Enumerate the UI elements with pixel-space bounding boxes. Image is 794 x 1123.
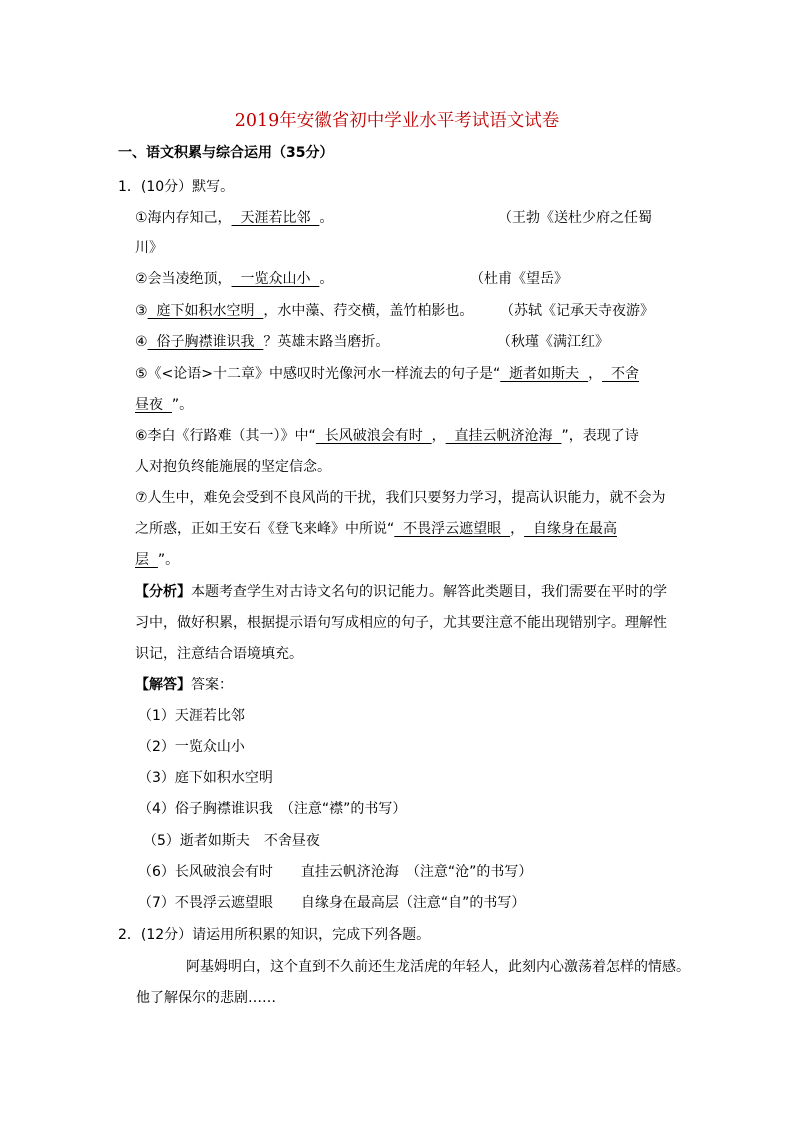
q1-item-4-prefix: ④ [135, 334, 148, 350]
analysis-line-1 [135, 582, 667, 602]
q1-item-6-suffix: ”，表现了诗 [561, 428, 639, 444]
question-1-stem: 1．(10分）默写。 [118, 179, 235, 195]
q1-item-3-suffix: ，水中藻、荇交横，盖竹柏影也。 [263, 303, 474, 319]
q1-item-5-answer-2: 不舍 [602, 366, 639, 382]
analysis-line-2: 习中，做好积累，根据提示语句写成相应的句子，尤其要注意不能出现错别字。理解性 [135, 615, 667, 631]
q1-item-7-answer-1: 不畏浮云遮望眼 [394, 521, 511, 537]
q1-item-5-prefix: ⑤《<论语>十二章》中感叹时光像河水一样流去的句子是“ [135, 366, 501, 382]
q1-item-2-answer: 一览众山小 [231, 271, 320, 287]
q1-item-7-answer-2-cont: 层 [135, 552, 158, 568]
q1-item-4-suffix: ？英雄末路当磨折。 [263, 334, 390, 350]
q1-item-5-answer-2-cont: 昼夜 [135, 397, 172, 413]
q1-item-2 [135, 269, 333, 289]
q1-item-5-answer-1: 逝者如斯夫 [500, 366, 589, 382]
answer-text: 答案： [191, 677, 233, 693]
q1-item-6-cont: 人对抱负终能施展的坚定信念。 [135, 459, 331, 475]
analysis-text-1: 本题考查学生对古诗文名句的识记能力。解答此类题目，我们需要在平时的学 [191, 584, 667, 600]
q1-item-5-suffix: ”。 [171, 397, 194, 413]
q1-item-7-prefix: 之所惑，正如王安石《登飞来峰》中所说“ [135, 521, 395, 537]
answer-item: （4）俗子胸襟谁识我 （注意“襟”的书写） [138, 801, 407, 817]
q1-item-3-answer: 庭下如积水空明 [147, 303, 264, 319]
q1-item-7-cont-2 [135, 550, 179, 570]
question-2-stem: 2．(12分）请运用所积累的知识，完成下列各题。 [118, 927, 431, 943]
q1-item-5-cont [135, 395, 193, 415]
q1-item-1-source-cont: 川》 [135, 240, 163, 256]
q1-item-7-cont [135, 519, 617, 539]
q1-item-4-source: （秋瑾《满江红》 [497, 334, 609, 350]
q1-item-3-prefix: ③ [135, 303, 148, 319]
q2-passage-line-1: 阿基姆明白，这个直到不久前还生龙活虎的年轻人，此刻内心激荡着怎样的情感。 [186, 959, 690, 975]
answer-label: 【解答】 [135, 677, 191, 693]
q1-item-3 [135, 301, 473, 321]
q1-item-6-answer-2: 直挂云帆济沧海 [445, 428, 562, 444]
q1-item-6-prefix: ⑥李白《行路难（其一）》中“ [135, 428, 316, 444]
answer-item: （5）逝者如斯夫 不舍昼夜 [143, 833, 320, 849]
q1-item-1-source: （王勃《送杜少府之任蜀 [498, 210, 652, 226]
q1-item-6-comma: ， [431, 428, 446, 444]
q1-item-6 [135, 426, 639, 446]
analysis-line-3: 识记，注意结合语境填充。 [135, 646, 303, 662]
q1-item-5 [135, 364, 639, 384]
q1-item-2-source: （杜甫《望岳》 [470, 271, 568, 287]
q2-passage-line-2: 他了解保尔的悲剧…… [136, 990, 276, 1006]
answer-heading [135, 675, 233, 695]
q1-item-2-suffix: 。 [319, 271, 334, 287]
q1-item-7-suffix: ”。 [157, 552, 180, 568]
exam-title: 2019年安徽省初中学业水平考试语文试卷 [234, 111, 560, 131]
answer-item: （1）天涯若比邻 [138, 708, 245, 724]
q1-item-1-answer: 天涯若比邻 [231, 210, 320, 226]
answer-item: （7）不畏浮云遮望眼 自缘身在最高层（注意“自”的书写） [138, 895, 526, 911]
answer-item: （2）一览众山小 [138, 739, 245, 755]
q1-item-1 [135, 208, 333, 228]
q1-item-7: ⑦人生中，难免会受到不良风尚的干扰，我们只要努力学习，提高认识能力，就不会为 [135, 490, 666, 506]
answer-item: （6）长风破浪会有时 直挂云帆济沧海 （注意“沧”的书写） [138, 864, 533, 880]
q1-item-2-prefix: ②会当凌绝顶， [135, 271, 232, 287]
section-heading: 一、语文积累与综合运用（35分） [118, 145, 334, 161]
q1-item-4-answer: 俗子胸襟谁识我 [147, 334, 264, 350]
q1-item-7-comma: ， [510, 521, 525, 537]
q1-item-4 [135, 332, 389, 352]
q1-item-1-suffix: 。 [319, 210, 334, 226]
q1-item-3-source: （苏轼《记承天寺夜游》 [500, 303, 654, 319]
analysis-label: 【分析】 [135, 584, 191, 600]
q1-item-6-answer-1: 长风破浪会有时 [315, 428, 432, 444]
q1-item-5-comma: ， [588, 366, 603, 382]
q1-item-1-prefix: ①海内存知己， [135, 210, 232, 226]
q1-item-7-answer-2: 自缘身在最高 [524, 521, 617, 537]
answer-item: （3）庭下如积水空明 [138, 770, 273, 786]
